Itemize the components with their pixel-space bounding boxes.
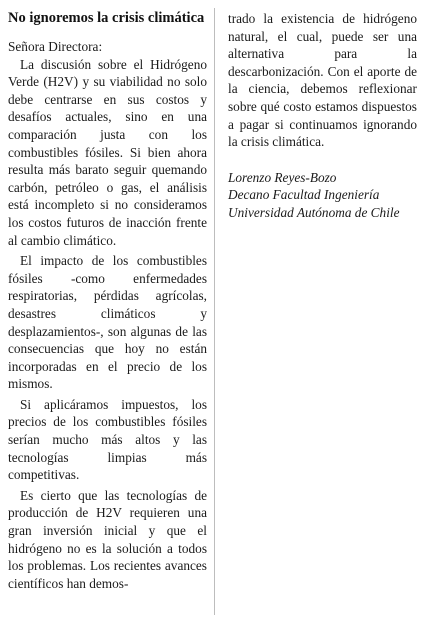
left-column: [8, 10, 207, 595]
body-paragraph-4: Es cierto que las tecnologías de producción de H2V requieren una gran inversión inicial y que el hidrógeno no es la solución a todos los problemas. Los recientes avances científicos han demos-: [8, 487, 207, 591]
signature-block: [228, 169, 417, 222]
body-paragraph-2: El impacto de los combustibles fósiles -como enfermedades respiratorias, pérdidas agrícolas, desastres climáticos y desplazamientos-, son algunas de las consecuencias que hoy no están incorporadas en el precio de los mismos.: [8, 253, 207, 392]
letter-headline: No ignoremos la crisis climática: [8, 10, 205, 26]
body-paragraph-continuation: trado la existencia de hidrógeno natural, el cual, puede ser una alternativa para la descarbonización. Con el aporte de la ciencia, debemos reflexionar sobre qué costo estamos dispuestos a pagar si continuamos ignorando la crisis climática.: [228, 11, 417, 150]
right-column: [228, 10, 417, 222]
salutation: Señora Directora:: [8, 39, 103, 54]
signature-title: Decano Facultad Ingeniería: [228, 187, 380, 203]
signature-institution: Universidad Autónoma de Chile: [228, 204, 400, 220]
column-divider: [214, 8, 215, 615]
body-paragraph-1: La discusión sobre el Hidrógeno Verde (H2V) y su viabilidad no solo debe centrarse en sus costos y desafíos actuales, sino en una comparación justa con los combustibles fósiles. Si bien ahora resulta más barato seguir quemando carbón, petróleo o gas, el análisis está incompleto si no consideramos los costos futuros de inacción frente al cambio climático.: [8, 56, 207, 248]
signature-name: Lorenzo Reyes-Bozo: [228, 169, 337, 185]
body-paragraph-3: Si aplicáramos impuestos, los precios de los combustibles fósiles serían mucho más altos y las tecnologías limpias más competitivas.: [8, 396, 207, 483]
